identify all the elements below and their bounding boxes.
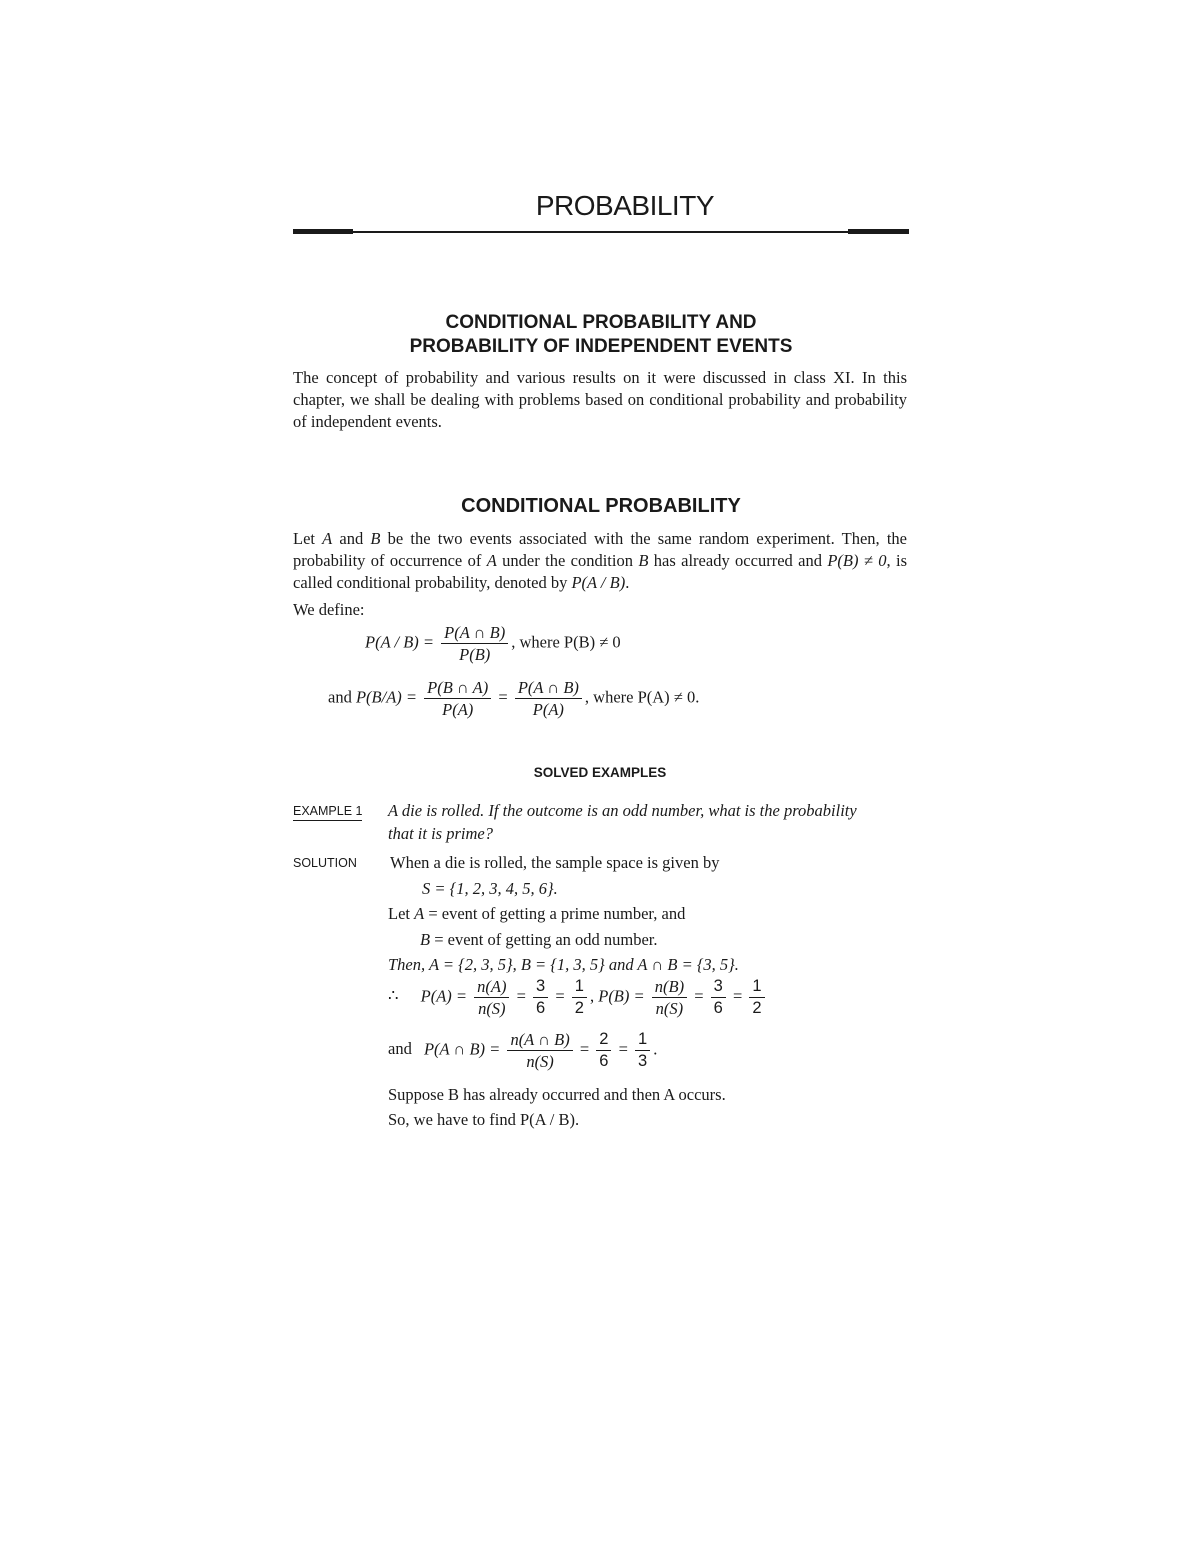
- example-question-line-1: A die is rolled. If the outcome is an odd number, what is the probability: [388, 801, 857, 820]
- event-a-definition: Let A = event of getting a prime number, and: [388, 904, 686, 923]
- event-b-definition: B = event of getting an odd number.: [420, 930, 658, 949]
- conditional-probability-heading: CONDITIONAL PROBABILITY: [461, 495, 741, 517]
- formula-conditional-b-given-a: and P(B/A) = $\frac{P(B \cap A)}{P(A)}$ = $\frac{P(A \cap B)}{P(A)}$ , where P(A) ≠ 0.: [328, 678, 700, 719]
- fraction: $\frac{n(B)}{n(S)}$: [652, 976, 687, 1019]
- fraction: $\frac{3}{6}$: [533, 976, 548, 1019]
- example-question-line-2: that it is prime?: [388, 824, 493, 843]
- section-heading-line-2: PROBABILITY OF INDEPENDENT EVENTS: [409, 336, 793, 357]
- sample-space: S = {1, 2, 3, 4, 5, 6}.: [422, 879, 558, 898]
- intro-paragraph: The concept of probability and various results on it were discussed in class XI. In this chapter, we shall be dealing with problems based on conditional probability and probability of independent events.: [293, 368, 907, 431]
- fraction: $\frac{n(A \cap B)}{n(S)}$: [507, 1029, 572, 1072]
- formula-conditional-a-given-b: P(A / B) = $\frac{P(A \cap B)}{P(B)}$ , where P(B) ≠ 0: [365, 623, 621, 664]
- fraction: $\frac{n(A)}{n(S)}$: [474, 976, 509, 1019]
- event-sets: Then, A = {2, 3, 5}, B = {1, 3, 5} and A ∩ B = {3, 5}.: [388, 955, 739, 974]
- section-heading-line-1: CONDITIONAL PROBABILITY AND: [445, 312, 757, 333]
- header-rule: [293, 231, 909, 233]
- header-rule-left-accent: [293, 229, 353, 234]
- fraction: $\frac{1}{2}$: [572, 976, 587, 1019]
- probability-intersection-line: and P(A ∩ B) = $\frac{n(A \cap B)}{n(S)}$ = $\frac{2}{6}$ = $\frac{1}{3}$ .: [388, 1030, 658, 1071]
- header-rule-right-accent: [848, 229, 909, 234]
- definition-paragraph: Let A and B be the two events associated with the same random experiment. Then, the probability of occurrence of A under the condition B has already occurred and P(B) ≠ 0, is called conditional probability, denoted by P(A / B).: [293, 529, 908, 592]
- solution-line-find: So, we have to find P(A / B).: [388, 1110, 580, 1129]
- fraction: $\frac{3}{6}$: [711, 976, 726, 1019]
- fraction: $\frac{2}{6}$: [596, 1029, 611, 1072]
- solution-line-1: When a die is rolled, the sample space is given by: [390, 853, 720, 872]
- we-define-label: We define:: [293, 600, 365, 619]
- fraction: $\frac{P(A \cap B)}{P(A)}$: [515, 677, 582, 720]
- solved-examples-heading: SOLVED EXAMPLES: [533, 765, 667, 780]
- probability-a-b-line: ∴ P(A) = $\frac{n(A)}{n(S)}$ = $\frac{3}{6}$ = $\frac{1}{2}$ , P(B) = $\frac{n(B)}{n(S)}$ = $\frac{3}{6}$ = $\frac{1}{2}$: [388, 976, 768, 1019]
- example-label: EXAMPLE 1: [293, 804, 362, 821]
- solution-label: SOLUTION: [293, 856, 357, 870]
- chapter-title: PROBABILITY: [535, 190, 714, 221]
- fraction: $\frac{P(A \cap B)}{P(B)}$: [441, 622, 508, 665]
- solution-line-suppose: Suppose B has already occurred and then A occurs.: [388, 1085, 726, 1104]
- fraction: $\frac{1}{3}$: [635, 1029, 650, 1072]
- fraction: $\frac{P(B \cap A)}{P(A)}$: [424, 677, 491, 720]
- fraction: $\frac{1}{2}$: [749, 976, 764, 1019]
